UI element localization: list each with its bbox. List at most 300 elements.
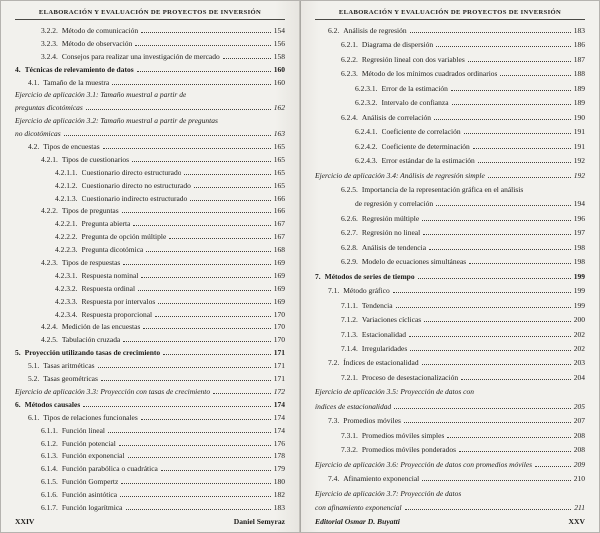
left-page-footer <box>15 517 285 526</box>
dotted-leader <box>138 290 271 291</box>
toc-entry-title: Análisis de regresión <box>343 26 407 35</box>
toc-entry-number: 7.1.1. <box>341 300 358 310</box>
dotted-leader <box>155 316 271 317</box>
toc-entry-title: Importancia de la representación gráfica en el análisis <box>361 184 524 194</box>
dotted-leader <box>132 161 271 162</box>
running-header: ELABORACIÓN Y EVALUACIÓN DE PROYECTOS DE INVERSIÓN <box>315 8 585 20</box>
toc-entry-title: Índices de estacionalidad <box>343 358 419 368</box>
toc-entry-title: Ejercicio de aplicación 3.3: Proyección con tasas de crecimiento <box>15 386 211 396</box>
toc-list-right <box>315 26 585 512</box>
toc-entry <box>15 258 285 267</box>
toc-entry-number: 6. <box>15 399 21 409</box>
toc-entry-page: 171 <box>273 374 285 384</box>
toc-entry-page: 197 <box>573 228 585 238</box>
toc-entry-number: 4.1. <box>28 77 40 87</box>
toc-entry-number: 7.4. <box>328 474 340 484</box>
dotted-leader <box>184 174 270 175</box>
toc-entry-page: 174 <box>273 412 285 422</box>
toc-entry-title: Cuestionario indirecto estructurado <box>81 193 188 203</box>
toc-entry <box>15 155 285 164</box>
dotted-leader <box>422 364 571 365</box>
dotted-leader <box>146 251 270 252</box>
toc-entry-title: Función parabólica o cuadrática <box>61 464 158 474</box>
toc-entry-page: 202 <box>573 343 585 353</box>
toc-entry-number: 4.2.3. <box>41 258 58 268</box>
toc-entry <box>315 69 585 78</box>
toc-entry <box>15 129 285 138</box>
dotted-leader <box>98 367 271 368</box>
dotted-leader <box>500 75 570 76</box>
dotted-leader <box>133 225 270 226</box>
toc-entry <box>315 199 585 208</box>
toc-entry-page: 189 <box>573 83 585 93</box>
toc-entry-number: 4. <box>15 64 21 74</box>
dotted-leader <box>121 483 270 484</box>
toc-entry <box>315 243 585 252</box>
toc-entry-title: Estacionalidad <box>361 329 407 339</box>
toc-entry-number: 6.2.2. <box>341 54 358 64</box>
toc-entry-page: 170 <box>273 335 285 345</box>
toc-entry-title: Técnicas de relevamiento de datos <box>24 64 134 74</box>
toc-entry <box>315 503 585 512</box>
toc-entry-page: 154 <box>273 26 285 35</box>
toc-entry <box>15 439 285 448</box>
toc-entry-title: Medición de las encuestas <box>61 322 141 332</box>
toc-entry-page: 199 <box>573 286 585 296</box>
toc-entry-title: Ejercicio de aplicación 3.2: Tamaño muestral a partir de preguntas <box>15 116 218 126</box>
toc-entry-page: 187 <box>573 54 585 64</box>
toc-entry-title: Función logarítmica <box>61 502 123 512</box>
toc-entry-number: 4.2.1.3. <box>55 193 78 203</box>
dotted-leader <box>86 109 271 110</box>
toc-entry-title: Pregunta abierta <box>81 219 131 229</box>
toc-entry-title: Método de comunicación <box>61 26 139 35</box>
toc-entry-title: Función asintótica <box>61 490 118 500</box>
toc-entry-title: Ejercicio de aplicación 3.1: Tamaño muestral a partir de <box>15 90 187 100</box>
toc-entry <box>315 416 585 425</box>
folio-number: XXV <box>568 517 585 526</box>
toc-entry-title: Intervalo de confianza <box>381 98 449 108</box>
toc-entry-number: 7.1.3. <box>341 329 358 339</box>
toc-entry-page: 167 <box>273 219 285 229</box>
dotted-leader <box>451 90 571 91</box>
toc-entry <box>315 26 585 35</box>
dotted-leader <box>410 350 570 351</box>
toc-entry-title: Tendencia <box>361 300 393 310</box>
dotted-leader <box>101 380 271 381</box>
toc-entry <box>315 301 585 310</box>
toc-entry-page: 188 <box>573 69 585 79</box>
toc-entry-page: 210 <box>573 474 585 484</box>
toc-entry-title: Tipos de respuestas <box>61 258 121 268</box>
toc-entry <box>15 400 285 409</box>
toc-entry-page: 208 <box>573 430 585 440</box>
toc-entry <box>15 451 285 460</box>
dotted-leader <box>123 341 270 342</box>
toc-entry-number: 6.1.2. <box>41 438 58 448</box>
dotted-leader <box>418 278 571 279</box>
toc-entry-number: 4.2.2. <box>41 206 58 216</box>
dotted-leader <box>394 408 571 409</box>
toc-entry <box>15 374 285 383</box>
toc-entry-number: 7.2. <box>328 358 340 368</box>
toc-entry-title: Afinamiento exponencial <box>343 474 420 484</box>
toc-entry <box>315 460 585 469</box>
toc-entry-title: con afinamiento exponencial <box>315 502 402 512</box>
toc-entry <box>15 426 285 435</box>
toc-entry <box>315 445 585 454</box>
toc-entry-page: 207 <box>573 416 585 426</box>
dotted-leader <box>405 509 572 510</box>
toc-entry <box>15 503 285 512</box>
toc-entry-title: Coeficiente de determinación <box>381 141 470 151</box>
running-header: ELABORACIÓN Y EVALUACIÓN DE PROYECTOS DE INVERSIÓN <box>15 8 285 20</box>
dotted-leader <box>473 148 571 149</box>
toc-entry-title: Modelo de ecuaciones simultáneas <box>361 257 467 267</box>
toc-entry-title: Ejercicio de aplicación 3.4: Análisis de regresión simple <box>315 170 485 180</box>
toc-entry-title: Ejercicio de aplicación 3.5: Proyección de datos con <box>315 387 474 397</box>
dotted-leader <box>135 45 270 46</box>
toc-entry <box>315 373 585 382</box>
dotted-leader <box>126 509 271 510</box>
toc-entry-title: Ejercicio de aplicación 3.6: Proyección de datos con promedios móviles <box>315 459 533 469</box>
dotted-leader <box>409 336 571 337</box>
dotted-leader <box>141 419 271 420</box>
toc-entry-page: 186 <box>573 40 585 50</box>
toc-entry <box>15 90 285 99</box>
toc-entry-title: Análisis de tendencia <box>361 242 427 252</box>
toc-entry <box>315 358 585 367</box>
toc-entry-title: Error estándar de la estimación <box>381 156 475 166</box>
toc-entry-page: 194 <box>573 199 585 209</box>
publisher-credit: Editorial Osmar D. Buyatti <box>315 517 400 526</box>
toc-entry-page: 174 <box>273 399 285 409</box>
toc-entry-number: 4.2.4. <box>41 322 58 332</box>
toc-entry-title: no dicotómicas <box>15 129 61 139</box>
toc-entry <box>315 272 585 281</box>
dotted-leader <box>128 457 271 458</box>
dotted-leader <box>436 205 571 206</box>
toc-entry <box>15 142 285 151</box>
toc-entry-title: Promedios móviles simples <box>361 430 445 440</box>
toc-entry <box>315 142 585 151</box>
toc-entry-title: Irregularidades <box>361 343 408 353</box>
dotted-leader <box>120 496 271 497</box>
toc-entry-page: 169 <box>273 258 285 268</box>
toc-entry-title: Método gráfico <box>343 286 390 296</box>
toc-entry <box>15 413 285 422</box>
toc-entry-page: 156 <box>273 38 285 48</box>
toc-entry <box>315 84 585 93</box>
toc-entry-number: 5.2. <box>28 374 40 384</box>
toc-entry <box>315 113 585 122</box>
toc-entry-page: 182 <box>273 490 285 500</box>
dotted-leader <box>452 104 571 105</box>
toc-entry-number: 3.2.4. <box>41 51 58 61</box>
toc-entry-title: Tamaño de la muestra <box>43 77 110 87</box>
toc-entry-number: 4.2.2.1. <box>55 219 78 229</box>
toc-entry-number: 4.2.3.3. <box>55 296 78 306</box>
toc-entry-title: Regresión no lineal <box>361 228 421 238</box>
dotted-leader <box>161 470 271 471</box>
toc-entry-page: 163 <box>273 129 285 139</box>
dotted-leader <box>422 480 570 481</box>
toc-entry-number: 6.2.4. <box>341 112 358 122</box>
toc-entry-page: 169 <box>273 296 285 306</box>
toc-entry-page: 172 <box>273 386 285 396</box>
toc-entry <box>15 490 285 499</box>
toc-entry <box>15 297 285 306</box>
toc-entry-number: 6.2.3.1. <box>355 83 378 93</box>
toc-entry-title: Función potencial <box>61 438 116 448</box>
toc-entry <box>15 310 285 319</box>
dotted-leader <box>434 119 571 120</box>
toc-entry-number: 5.1. <box>28 361 40 371</box>
toc-entry <box>315 185 585 194</box>
toc-entry-number: 6.1. <box>28 412 40 422</box>
toc-entry-number: 4.2.1.2. <box>55 180 78 190</box>
toc-entry-title: Diagrama de dispersión <box>361 40 434 50</box>
dotted-leader <box>108 432 271 433</box>
toc-entry-page: 170 <box>273 322 285 332</box>
dotted-leader <box>194 187 271 188</box>
dotted-leader <box>410 32 571 33</box>
toc-entry-number: 7.1.4. <box>341 343 358 353</box>
dotted-leader <box>163 354 271 355</box>
dotted-leader <box>404 422 571 423</box>
dotted-leader <box>436 46 571 47</box>
toc-entry-page: 165 <box>273 142 285 152</box>
toc-entry <box>15 52 285 61</box>
dotted-leader <box>469 263 571 264</box>
toc-entry-title: Métodos causales <box>24 399 81 409</box>
toc-entry-number: 6.1.6. <box>41 490 58 500</box>
toc-entry-page: 192 <box>573 156 585 166</box>
toc-entry <box>315 387 585 396</box>
toc-entry-number: 7. <box>315 271 321 281</box>
toc-entry-page: 176 <box>273 438 285 448</box>
toc-entry-title: Respuesta nominal <box>81 270 139 280</box>
dotted-leader <box>429 249 571 250</box>
toc-entry-number: 6.2.4.2. <box>355 141 378 151</box>
toc-entry <box>315 489 585 498</box>
toc-entry-number: 6.2.7. <box>341 228 358 238</box>
dotted-leader <box>158 303 271 304</box>
toc-entry <box>15 181 285 190</box>
toc-entry <box>15 78 285 87</box>
toc-entry-page: 190 <box>573 112 585 122</box>
dotted-leader <box>141 277 270 278</box>
toc-entry-number: 4.2.3.1. <box>55 270 78 280</box>
toc-entry-title: Análisis de correlación <box>361 112 432 122</box>
toc-entry-title: Método de observación <box>61 38 133 48</box>
toc-entry-page: 192 <box>573 170 585 180</box>
toc-entry <box>315 286 585 295</box>
toc-entry-number: 7.1.2. <box>341 315 358 325</box>
toc-entry <box>15 245 285 254</box>
toc-entry-number: 6.2.8. <box>341 242 358 252</box>
toc-entry-title: Cuestionario directo no estructurado <box>81 180 191 190</box>
toc-entry <box>315 98 585 107</box>
dotted-leader <box>447 437 570 438</box>
toc-entry-number: 6.1.5. <box>41 477 58 487</box>
author-credit: Daniel Semyraz <box>233 517 285 526</box>
toc-entry-number: 6.2. <box>328 26 340 35</box>
toc-entry <box>315 214 585 223</box>
toc-entry-page: 166 <box>273 206 285 216</box>
toc-entry-number: 3.2.3. <box>41 38 58 48</box>
toc-entry <box>315 330 585 339</box>
toc-entry <box>315 127 585 136</box>
toc-entry-title: índices de estacionalidad <box>315 401 392 411</box>
toc-entry-page: 158 <box>273 51 285 61</box>
toc-entry-number: 4.2.2.3. <box>55 245 78 255</box>
toc-entry-title: Regresión lineal con dos variables <box>361 54 465 64</box>
toc-entry-page: 170 <box>273 309 285 319</box>
toc-entry-number: 6.1.1. <box>41 425 58 435</box>
toc-entry-number: 4.2.2.2. <box>55 232 78 242</box>
toc-entry-title: Pregunta de opción múltiple <box>81 232 167 242</box>
dotted-leader <box>103 148 271 149</box>
toc-entry <box>315 315 585 324</box>
toc-entry-number: 6.2.4.1. <box>355 127 378 137</box>
left-page <box>1 1 300 532</box>
toc-entry-page: 208 <box>573 445 585 455</box>
dotted-leader <box>169 238 270 239</box>
toc-entry <box>315 40 585 49</box>
toc-entry-number: 4.2.1. <box>41 154 58 164</box>
toc-entry <box>15 361 285 370</box>
toc-entry-page: 202 <box>573 329 585 339</box>
toc-entry-page: 160 <box>273 77 285 87</box>
toc-entry <box>15 116 285 125</box>
toc-entry <box>15 387 285 396</box>
toc-entry-number: 6.2.3.2. <box>355 98 378 108</box>
dotted-leader <box>122 212 271 213</box>
toc-entry-page: 183 <box>573 26 585 35</box>
dotted-leader <box>423 234 571 235</box>
toc-entry-number: 4.2.1.1. <box>55 167 78 177</box>
toc-entry-page: 178 <box>273 451 285 461</box>
dotted-leader <box>396 307 571 308</box>
toc-entry-page: 180 <box>273 477 285 487</box>
toc-entry <box>315 431 585 440</box>
toc-entry-title: Tipos de relaciones funcionales <box>43 412 138 422</box>
toc-entry-title: de regresión y correlación <box>355 199 434 209</box>
toc-entry <box>315 171 585 180</box>
toc-entry-page: 199 <box>573 271 585 281</box>
right-page <box>300 1 599 532</box>
toc-entry-page: 203 <box>573 358 585 368</box>
toc-entry-page: 165 <box>273 167 285 177</box>
toc-entry-page: 165 <box>273 154 285 164</box>
toc-entry <box>15 103 285 112</box>
toc-entry-title: Tipos de cuestionarios <box>61 154 130 164</box>
toc-entry-page: 191 <box>573 127 585 137</box>
toc-entry <box>15 322 285 331</box>
toc-entry-page: 200 <box>573 315 585 325</box>
toc-entry-number: 6.2.1. <box>341 40 358 50</box>
toc-entry-title: Proyección utilizando tasas de crecimiento <box>24 348 161 358</box>
toc-entry-page: 183 <box>273 502 285 512</box>
dotted-leader <box>223 58 271 59</box>
toc-entry-title: Promedios móviles <box>343 416 401 426</box>
toc-entry-page: 160 <box>273 64 285 74</box>
toc-entry-number: 6.2.4.3. <box>355 156 378 166</box>
toc-entry-number: 6.1.4. <box>41 464 58 474</box>
toc-entry-title: Tabulación cruzada <box>61 335 121 345</box>
dotted-leader <box>141 32 271 33</box>
dotted-leader <box>478 162 571 163</box>
toc-entry <box>15 168 285 177</box>
toc-entry-title: Función lineal <box>61 425 105 435</box>
dotted-leader <box>393 292 571 293</box>
toc-entry-page: 191 <box>573 141 585 151</box>
toc-entry <box>315 344 585 353</box>
toc-entry-number: 4.2.3.4. <box>55 309 78 319</box>
toc-entry-title: preguntas dicotómicas <box>15 103 83 113</box>
toc-entry-number: 6.2.5. <box>341 184 358 194</box>
dotted-leader <box>422 220 571 221</box>
toc-entry <box>15 477 285 486</box>
toc-entry-number: 7.2.1. <box>341 372 358 382</box>
toc-entry-number: 6.2.6. <box>341 213 358 223</box>
dotted-leader <box>213 393 271 394</box>
toc-entry-page: 204 <box>573 372 585 382</box>
toc-entry <box>315 474 585 483</box>
toc-entry <box>15 271 285 280</box>
toc-entry-title: Tasas aritméticas <box>43 361 95 371</box>
toc-entry-page: 196 <box>573 213 585 223</box>
folio-number: XXIV <box>15 517 35 526</box>
toc-entry-page: 174 <box>273 425 285 435</box>
toc-entry-number: 6.2.9. <box>341 257 358 267</box>
toc-entry-page: 205 <box>573 401 585 411</box>
toc-entry-title: Tipos de encuestas <box>43 142 100 152</box>
toc-entry-number: 7.3.2. <box>341 445 358 455</box>
toc-entry-title: Pregunta dicotómica <box>81 245 144 255</box>
dotted-leader <box>424 321 571 322</box>
toc-entry-number: 6.2.3. <box>341 69 358 79</box>
toc-entry-page: 198 <box>573 242 585 252</box>
toc-entry-title: Promedios móviles ponderados <box>361 445 457 455</box>
toc-entry-number: 6.1.3. <box>41 451 58 461</box>
toc-entry-title: Método de los mínimos cuadrados ordinarios <box>361 69 498 79</box>
toc-entry-title: Función exponencial <box>61 451 125 461</box>
toc-entry <box>315 156 585 165</box>
toc-entry-title: Regresión múltiple <box>361 213 420 223</box>
toc-entry <box>15 65 285 74</box>
toc-entry <box>15 232 285 241</box>
toc-entry <box>15 206 285 215</box>
toc-entry-page: 166 <box>273 193 285 203</box>
dotted-leader <box>143 328 270 329</box>
toc-entry <box>15 335 285 344</box>
dotted-leader <box>112 84 271 85</box>
toc-entry-title: Métodos de series de tiempo <box>324 271 415 281</box>
dotted-leader <box>535 466 571 467</box>
dotted-leader <box>464 133 571 134</box>
toc-entry-title: Error de la estimación <box>381 83 448 93</box>
toc-entry-page: 169 <box>273 283 285 293</box>
toc-entry-page: 168 <box>273 245 285 255</box>
toc-entry-title: Tipos de preguntas <box>61 206 119 216</box>
toc-entry-page: 167 <box>273 232 285 242</box>
toc-entry-number: 4.2.3.2. <box>55 283 78 293</box>
dotted-leader <box>119 445 271 446</box>
toc-entry-title: Coeficiente de correlación <box>381 127 461 137</box>
toc-entry-page: 162 <box>273 103 285 113</box>
